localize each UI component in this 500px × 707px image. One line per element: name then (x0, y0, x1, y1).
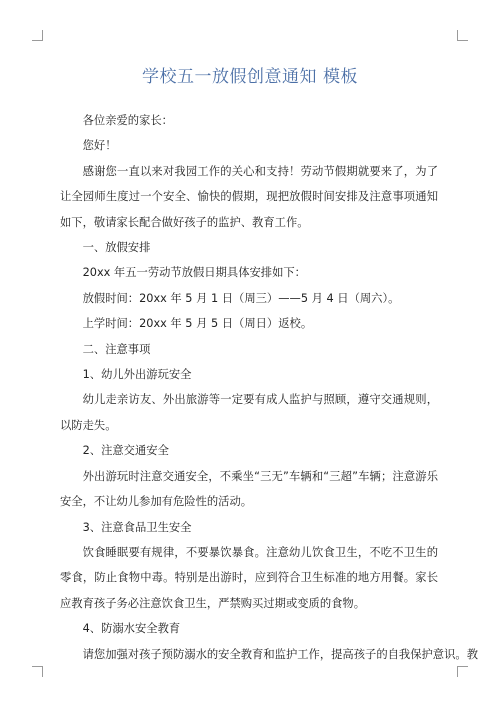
crop-mark-top-right (457, 30, 468, 41)
note-body-traffic: 外出游玩时注意交通安全，不乘坐“三无”车辆和“三超”车辆；注意游乐安全，不让幼儿参加有危险性的活动。 (60, 469, 438, 509)
note-body-drowning: 请您加强对孩子预防溺水的安全教育和监护工作，提高孩子的自我保护意识。教 (82, 647, 478, 661)
note-heading-drowning: 4、防溺水安全教育 (82, 622, 181, 636)
holiday-dates: 放假时间：20xx 年 5 月 1 日（周三）——5 月 4 日（周六）。 (82, 291, 400, 305)
crop-mark-bottom-right (457, 666, 468, 677)
note-body-outing: 幼儿走亲访友、外出旅游等一定要有成人监护与照顾，遵守交通规则，以防走失。 (60, 393, 438, 432)
note-body-food: 饮食睡眠要有规律，不要暴饮暴食。注意幼儿饮食卫生，不吃不卫生的零食，防止食物中毒。特别是出游时，应到符合卫生标准的地方用餐。家长应教育孩子务必注意饮食卫生，严禁购买过期或变质的食物。 (60, 545, 438, 610)
greeting-line: 各位亲爱的家长： (82, 114, 173, 127)
section-heading-holiday: 一、放假安排 (82, 241, 151, 255)
crop-mark-bottom-left (32, 666, 43, 677)
crop-mark-top-left (32, 30, 43, 41)
page-title: 学校五一放假创意通知 模板 (142, 67, 358, 87)
holiday-intro: 20xx 年五一劳动节放假日期具体安排如下： (82, 266, 306, 280)
note-heading-traffic: 2、注意交通安全 (82, 444, 169, 458)
document-body (60, 108, 478, 667)
school-return-date: 上学时间：20xx 年 5 月 5 日（周日）返校。 (82, 317, 313, 331)
salutation-line: 您好！ (82, 139, 117, 153)
intro-paragraph: 感谢您一直以来对我园工作的关心和支持！劳动节假期就要来了，为了让全园师生度过一个安全、愉快的假期，现把放假时间安排及注意事项通知如下，敬请家长配合做好孩子的监护、教育工作。 (60, 164, 438, 229)
note-heading-outing: 1、幼儿外出游玩安全 (82, 368, 192, 382)
note-heading-food: 3、注意食品卫生安全 (82, 520, 192, 534)
section-heading-notes: 二、注意事项 (82, 342, 151, 356)
